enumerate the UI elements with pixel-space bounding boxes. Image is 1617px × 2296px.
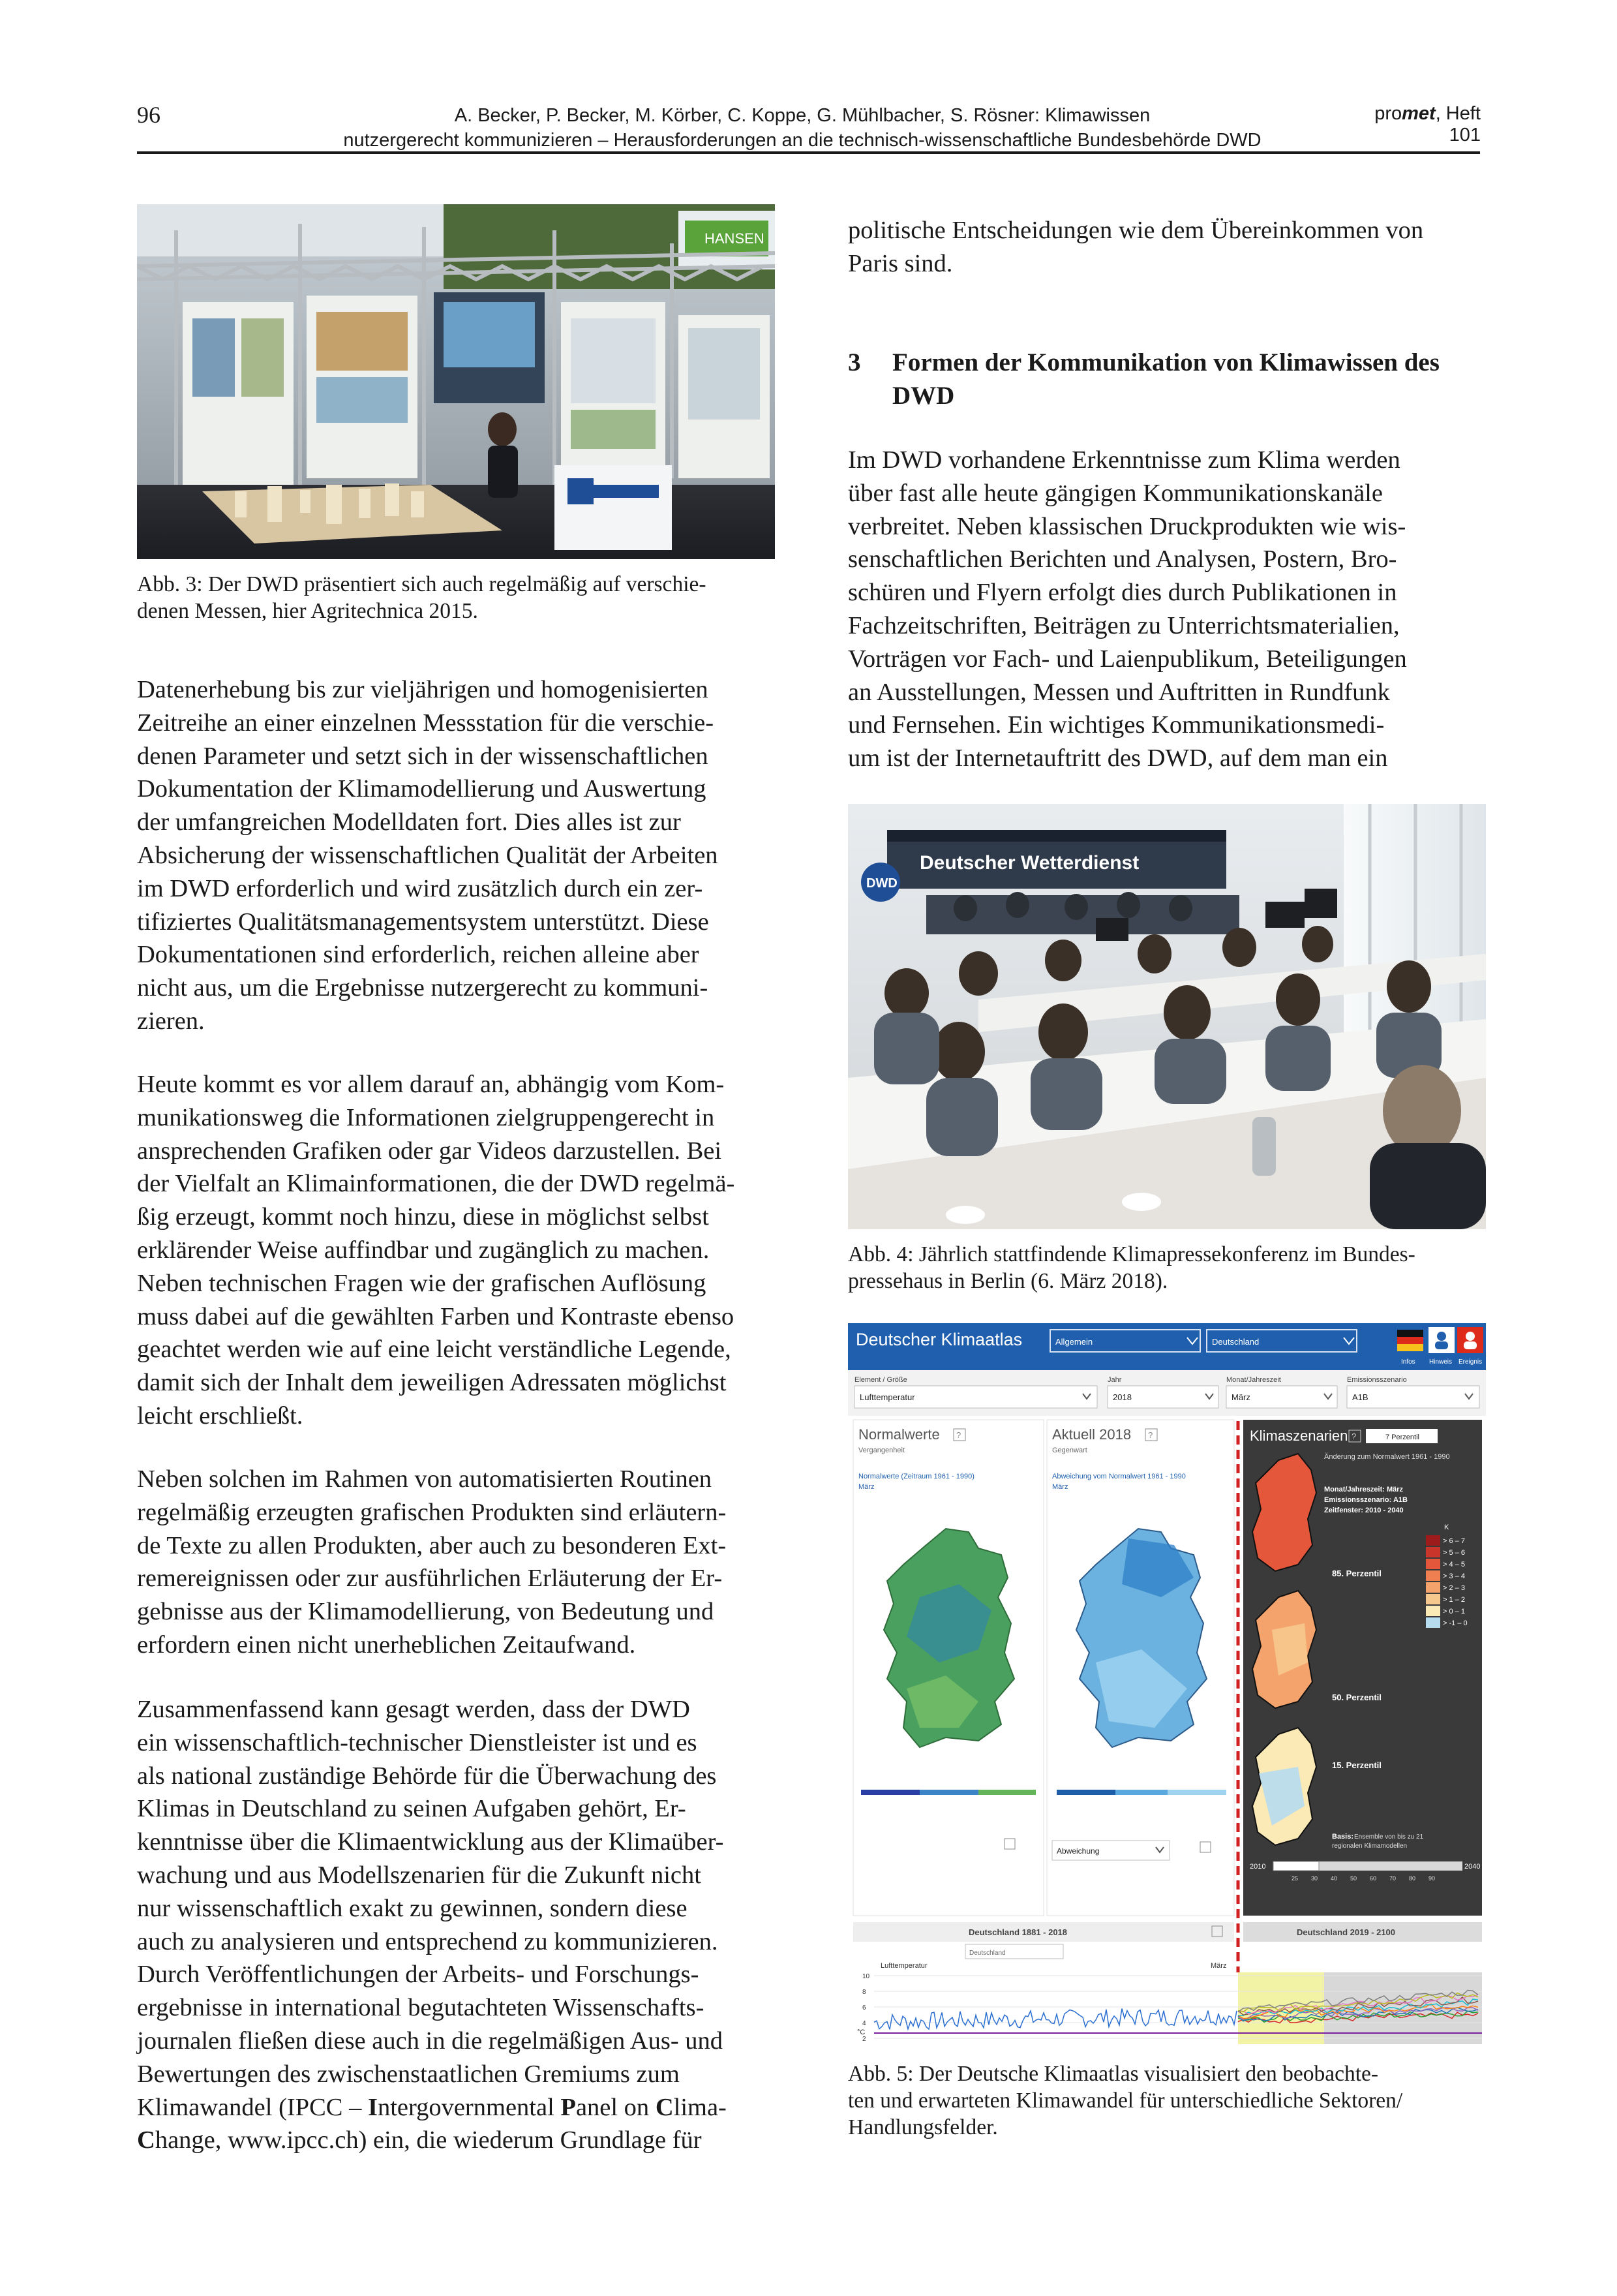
- hinweis-label: Hinweis: [1429, 1358, 1453, 1366]
- booth-photo-drawing: [137, 204, 775, 559]
- panel-aktuell-title: Aktuell 2018: [1052, 1426, 1132, 1443]
- bold-initial: I: [367, 2093, 378, 2121]
- legend-label: > 1 – 2: [1443, 1596, 1465, 1604]
- text-line: ßig erzeugt, kommt noch hinzu, diese in möglichst selbst: [137, 1203, 709, 1231]
- fig5-caption-line: Abb. 5: Der Deutsche Klimaatlas visualisiert den beobachte-: [848, 2062, 1379, 2086]
- text-line: damit sich der Inhalt dem jeweiligen Adressaten möglichst: [137, 1369, 727, 1397]
- info-label: Infos: [1401, 1358, 1415, 1366]
- panel-normalwerte-link[interactable]: Normalwerte (Zeitraum 1961 - 1990): [858, 1473, 975, 1480]
- ytick-label: 4: [862, 2020, 866, 2027]
- legend-label: > 2 – 3: [1443, 1584, 1465, 1592]
- figure-3-photo: [137, 204, 775, 559]
- monat-value: März: [1232, 1392, 1250, 1402]
- fig4-caption-line: Abb. 4: Jährlich stattfindende Klimapressekonferenz im Bundes-: [848, 1242, 1415, 1266]
- panel-normalwerte-month: März: [858, 1483, 875, 1491]
- text-line: erfordern einen nicht unerheblichen Zeitaufwand.: [137, 1630, 636, 1659]
- text-line: Vorträgen vor Fach- und Laienpublikum, Beteiligungen: [848, 645, 1407, 673]
- basis-label: Basis:: [1332, 1833, 1354, 1841]
- panel-normalwerte-sub: Vergangenheit: [858, 1446, 905, 1454]
- timeseries-left-title: Deutschland 1881 - 2018: [969, 1927, 1068, 1937]
- text-line: Heute kommt es vor allem darauf an, abhängig vom Kom-: [137, 1071, 725, 1098]
- running-header-line-1: A. Becker, P. Becker, M. Körber, C. Koppe, G. Mühlbacher, S. Rösner: Klimawissen: [454, 105, 1151, 126]
- text-line: ein wissenschaftlich-technischer Dienstleister ist und es: [137, 1728, 697, 1756]
- legend-swatch: [1426, 1606, 1440, 1616]
- language-flag-icon[interactable]: [1397, 1330, 1423, 1351]
- text-run: anel on: [575, 2093, 656, 2121]
- fig4-caption-line: pressehaus in Berlin (6. März 2018).: [848, 1269, 1168, 1293]
- abweichung-value: Abweichung: [1057, 1846, 1100, 1856]
- text-line: ansprechenden Grafiken oder gar Videos darzustellen. Bei: [137, 1137, 722, 1165]
- ytick-label: 10: [862, 1973, 870, 1980]
- time-slider-handle[interactable]: [1273, 1861, 1319, 1871]
- journal-met: met: [1402, 103, 1436, 124]
- text-line: auch zu analysieren und entsprechend zu kommunizieren.: [137, 1927, 718, 1955]
- text-line: [137, 2091, 775, 2124]
- text-line: Dokumentation der Klimamodellierung und Auswertung: [137, 775, 706, 803]
- label-50-perzentil: 50. Perzentil: [1332, 1692, 1382, 1702]
- svg-text:?: ?: [1148, 1430, 1153, 1440]
- hall-sign-text: HANSEN: [704, 230, 764, 247]
- slider-tick-label: 30: [1311, 1875, 1318, 1882]
- text-line: um ist der Internetauftritt des DWD, auf dem man ein: [848, 744, 1388, 773]
- text-line: muss dabei auf die gewählten Farben und Kontraste ebenso: [137, 1302, 734, 1330]
- text-line: leicht erschließt.: [137, 1401, 303, 1430]
- text-line: Neben solchen im Rahmen von automatisierten Routinen: [137, 1465, 712, 1493]
- legend-swatch: [1426, 1535, 1440, 1546]
- legend-swatch: [1426, 1617, 1440, 1628]
- slider-tick-label: 50: [1350, 1875, 1357, 1882]
- text-run: ntergovernmental: [377, 2093, 561, 2121]
- sector-dropdown-value: Allgemein: [1055, 1337, 1093, 1347]
- section-title: [892, 346, 1486, 412]
- right-column-paragraph-0: [848, 214, 1486, 281]
- ytick-label: 6: [862, 2004, 866, 2012]
- timeseries-right-title: Deutschland 2019 - 2100: [1297, 1927, 1396, 1937]
- section-number: 3: [848, 348, 861, 376]
- text-run: hange, www.ipcc.ch) ein, die wiederum Grundlage für: [155, 2126, 702, 2154]
- slider-start: 2010: [1250, 1863, 1266, 1871]
- text-line: wachung und aus Modellszenarien für die Zukunft nicht: [137, 1861, 701, 1889]
- text-line: ergebnisse in international begutachteten Wissenschafts-: [137, 1994, 704, 2022]
- figure-4-caption: [848, 1241, 1487, 1294]
- panel-aktuell-link[interactable]: Abweichung vom Normalwert 1961 - 1990: [1052, 1473, 1186, 1480]
- figure-5-klimaatlas: [848, 1323, 1486, 2047]
- text-line: Neben technischen Fragen wie der grafischen Auflösung: [137, 1269, 706, 1297]
- slider-tick-label: 60: [1370, 1875, 1377, 1882]
- text-line: schüren und Flyern erfolgt dies durch Publikationen in: [848, 579, 1397, 607]
- region-dropdown-value: Deutschland: [1212, 1337, 1260, 1347]
- legend-swatch: [1426, 1582, 1440, 1593]
- right-column-paragraph-1: [848, 444, 1486, 775]
- section-heading-3: [848, 346, 1486, 412]
- legend-swatch: [1426, 1570, 1440, 1581]
- bold-initial: C: [137, 2126, 155, 2154]
- monat-label: Monat/Jahreszeit: [1226, 1376, 1281, 1384]
- text-line: der Vielfalt an Klimainformationen, die der DWD regelmä-: [137, 1170, 735, 1198]
- text-line: Zeitreihe an einer einzelnen Messstation für die verschie-: [137, 709, 714, 737]
- text-line: denen Parameter und setzt sich in der wissenschaftlichen: [137, 742, 708, 770]
- meta-szenario: Emissionsszenario: A1B: [1324, 1496, 1408, 1504]
- text-line: [137, 2124, 775, 2157]
- panel-normalwerte-title: Normalwerte: [858, 1426, 940, 1443]
- legend-label: > 6 – 7: [1443, 1537, 1465, 1545]
- meta-monat: Monat/Jahreszeit: März: [1324, 1486, 1404, 1493]
- left-column-paragraph-2: [137, 1068, 775, 1433]
- element-value: Lufttemperatur: [860, 1392, 915, 1402]
- text-line: verbreitet. Neben klassischen Druckprodukten wie wis-: [848, 512, 1406, 540]
- ereignis-label: Ereignis: [1458, 1358, 1483, 1366]
- text-line: Dokumentationen sind erforderlich, reichen alleine aber: [137, 941, 699, 969]
- text-line: geachtet werden wie auf eine leicht verständliche Legende,: [137, 1336, 731, 1364]
- timeseries-yunit: °C: [857, 2028, 866, 2036]
- label-15-perzentil: 15. Perzentil: [1332, 1760, 1382, 1770]
- running-header-authors: [313, 103, 1292, 153]
- legend-swatch: [1426, 1547, 1440, 1557]
- text-line: und Fernsehen. Ein wichtiges Kommunikationsmedi-: [848, 711, 1385, 739]
- text-line: im DWD erforderlich und wird zusätzlich durch ein zer-: [137, 874, 703, 902]
- slider-tick-label: 70: [1389, 1875, 1397, 1882]
- text-line: de Texte zu allen Produkten, aber auch zu besonderen Ext-: [137, 1531, 727, 1559]
- bold-initial: C: [655, 2093, 674, 2121]
- text-line: Durch Veröffentlichungen der Arbeits- und Forschungs-: [137, 1961, 699, 1989]
- text-line: an Ausstellungen, Messen und Auftritten in Rundfunk: [848, 678, 1390, 706]
- left-column-paragraph-3: [137, 1463, 775, 1662]
- slider-tick-label: 80: [1409, 1875, 1416, 1882]
- klimaatlas-drawing: [848, 1323, 1486, 2047]
- svg-text:?: ?: [1352, 1431, 1357, 1441]
- legend-swatch: [1426, 1594, 1440, 1604]
- text-line: Bewertungen des zwischenstaatlichen Gremiums zum: [137, 2060, 680, 2088]
- szenario-label: Emissionsszenario: [1347, 1376, 1407, 1384]
- panel-klimaszenarien-title: Klimaszenarien: [1250, 1428, 1348, 1444]
- panel-aktuell-month: März: [1052, 1483, 1068, 1491]
- section-title-line: DWD: [892, 382, 955, 410]
- slider-tick-label: 40: [1331, 1875, 1338, 1882]
- text-line: Paris sind.: [848, 249, 953, 277]
- running-header-line-2: nutzergerecht kommunizieren – Herausforderungen an die technisch-wissenschaftliche Bundesbehörde DWD: [343, 130, 1262, 151]
- section-title-line: Formen der Kommunikation von Klimawissen des: [892, 348, 1440, 376]
- timeseries-marker: März: [1211, 1962, 1227, 1970]
- ytick-label: 2: [862, 2036, 866, 2043]
- slider-end: 2040: [1464, 1863, 1481, 1871]
- text-line: tifiziertes Qualitätsmanagementsystem unterstützt. Diese: [137, 908, 709, 936]
- legend-label: > 5 – 6: [1443, 1549, 1465, 1557]
- text-line: nicht aus, um die Ergebnisse nutzergerecht zu kommuni-: [137, 974, 708, 1002]
- text-line: kenntnisse über die Klimaentwicklung aus der Klimaüber-: [137, 1828, 724, 1856]
- fig3-caption-line: Abb. 3: Der DWD präsentiert sich auch regelmäßig auf verschie-: [137, 572, 706, 596]
- text-line: senschaftlichen Berichten und Analysen, Postern, Bro-: [848, 545, 1397, 574]
- perzentil-button-label: 7 Perzentil: [1385, 1433, 1419, 1441]
- panel-aktuell-sub: Gegenwart: [1052, 1446, 1087, 1454]
- slider-tick-label: 25: [1292, 1875, 1299, 1882]
- svg-text:?: ?: [956, 1430, 961, 1440]
- legend-label: > 4 – 5: [1443, 1561, 1465, 1569]
- text-line: erklärender Weise auffindbar und zugänglich zu machen.: [137, 1236, 710, 1264]
- text-line: munikationsweg die Informationen zielgruppengerecht in: [137, 1103, 715, 1131]
- text-line: remereignissen oder zur ausführlichen Erläuterung der Er-: [137, 1565, 723, 1593]
- text-run: Klimawandel (IPCC –: [137, 2093, 368, 2121]
- meta-zeitfenster: Zeitfenster: 2010 - 2040: [1324, 1507, 1404, 1514]
- text-line: regelmäßig erzeugten grafischen Produkten sind erläutern-: [137, 1498, 727, 1526]
- journal-issue: [1344, 103, 1481, 146]
- figure-4-photo: [848, 804, 1486, 1229]
- text-line: der umfangreichen Modelldaten fort. Dies alles ist zur: [137, 808, 681, 836]
- fig5-caption-line: Handlungsfelder.: [848, 2115, 998, 2139]
- left-column-paragraph-4: [137, 1693, 775, 2157]
- bold-initial: P: [560, 2093, 576, 2121]
- text-line: Fachzeitschriften, Beiträgen zu Unterrichtsmaterialien,: [848, 611, 1400, 639]
- page-number: 96: [137, 102, 160, 128]
- text-line: über fast alle heute gängigen Kommunikationskanäle: [848, 479, 1383, 507]
- legend-label: > 3 – 4: [1443, 1572, 1465, 1580]
- banner-text: Deutscher Wetterdienst: [920, 852, 1140, 874]
- text-line: als national zuständige Behörde für die Überwachung des: [137, 1762, 717, 1790]
- text-line: Im DWD vorhandene Erkenntnisse zum Klima werden: [848, 446, 1400, 474]
- element-label: Element / Größe: [854, 1376, 907, 1384]
- fig3-caption-line: denen Messen, hier Agritechnica 2015.: [137, 599, 478, 623]
- ytick-label: 8: [862, 1989, 866, 1996]
- slider-tick-label: 90: [1428, 1875, 1436, 1882]
- basis-text-2: regionalen Klimamodellen: [1332, 1843, 1408, 1850]
- legend-unit: K: [1444, 1523, 1449, 1531]
- text-line: journalen fließen diese auch in die regelmäßigen Aus- und: [137, 2027, 723, 2055]
- header-rule: [137, 151, 1480, 154]
- text-line: Absicherung der wissenschaftlichen Qualität der Arbeiten: [137, 841, 718, 869]
- text-run: lima-: [673, 2093, 727, 2121]
- jahr-value: 2018: [1113, 1392, 1132, 1402]
- journal-heft: , Heft 101: [1435, 103, 1481, 145]
- figure-5-caption: [848, 2060, 1487, 2141]
- figure-3-caption: [137, 571, 776, 624]
- left-column-paragraph-1: [137, 673, 775, 1038]
- journal-pro: pro: [1374, 103, 1402, 124]
- text-line: politische Entscheidungen wie dem Übereinkommen von: [848, 217, 1424, 244]
- legend-label: > -1 – 0: [1443, 1619, 1468, 1627]
- jahr-label: Jahr: [1108, 1376, 1122, 1384]
- panel-klimaszenarien-subtitle: Änderung zum Normalwert 1961 - 1990: [1324, 1453, 1450, 1461]
- timeseries-region: Deutschland: [969, 1950, 1006, 1957]
- text-line: nur wissenschaftlich exakt zu gewinnen, sondern diese: [137, 1894, 688, 1922]
- atlas-title: Deutscher Klimaatlas: [856, 1330, 1023, 1349]
- legend-label: > 0 – 1: [1443, 1608, 1465, 1615]
- press-conference-drawing: [848, 804, 1486, 1229]
- label-85-perzentil: 85. Perzentil: [1332, 1569, 1382, 1578]
- text-line: Datenerhebung bis zur vieljährigen und homogenisierten: [137, 676, 708, 703]
- szenario-value: A1B: [1352, 1392, 1368, 1402]
- text-line: Klimas in Deutschland zu seinen Aufgaben gehört, Er-: [137, 1795, 686, 1823]
- text-line: Zusammenfassend kann gesagt werden, dass der DWD: [137, 1696, 690, 1723]
- basis-text-1: Ensemble von bis zu 21: [1354, 1833, 1424, 1841]
- text-line: zieren.: [137, 1007, 205, 1035]
- fig5-caption-line: ten und erwarteten Klimawandel für unterschiedliche Sektoren/: [848, 2089, 1403, 2113]
- legend-swatch: [1426, 1559, 1440, 1569]
- dwd-logo-text: DWD: [866, 876, 898, 891]
- text-line: gebnisse aus der Klimamodellierung, von Bedeutung und: [137, 1598, 714, 1626]
- timeseries-variable: Lufttemperatur: [881, 1962, 928, 1970]
